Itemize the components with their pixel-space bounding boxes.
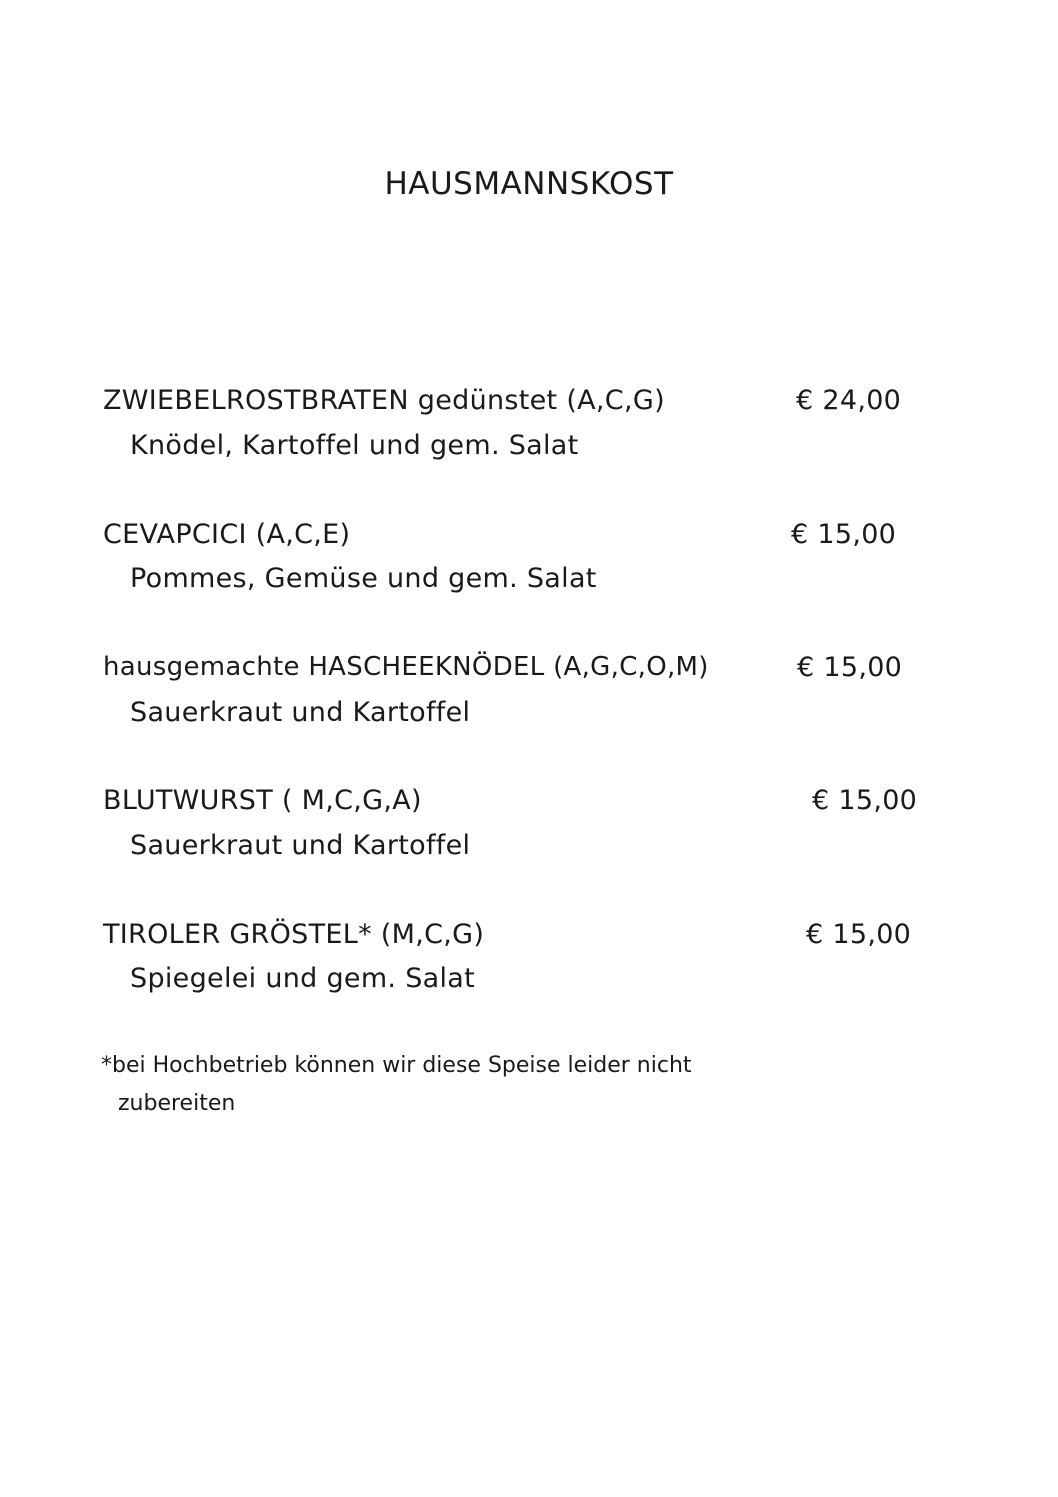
footnote [101,1047,861,1123]
menu-item-price: € 15,00 [806,919,912,950]
menu-item-description: Pommes, Gemüse und gem. Salat [130,563,597,594]
menu-item-name: hausgemachte HASCHEEKNÖDEL (A,G,C,O,M) [103,652,709,682]
menu-item-name: CEVAPCICI (A,C,E) [103,519,351,550]
menu-item-price: € 15,00 [797,652,903,683]
page-title: HAUSMANNSKOST [384,166,674,202]
menu-item-price: € 15,00 [812,785,918,816]
menu-item-description: Sauerkraut und Kartoffel [130,830,471,861]
menu-item-description: Knödel, Kartoffel und gem. Salat [130,430,579,461]
menu-item-price: € 15,00 [791,519,897,550]
menu-item-name: BLUTWURST ( M,C,G,A) [103,785,422,816]
menu-item-description: Spiegelei und gem. Salat [130,963,476,994]
menu-item-description: Sauerkraut und Kartoffel [130,697,471,728]
menu-item-price: € 24,00 [796,385,902,416]
footnote-line: *bei Hochbetrieb können wir diese Speise leider nicht [101,1053,692,1078]
footnote-line: zubereiten [118,1091,236,1116]
menu-item-name: TIROLER GRÖSTEL* (M,C,G) [103,919,485,950]
menu-item-name: ZWIEBELROSTBRATEN gedünstet (A,C,G) [103,385,665,416]
